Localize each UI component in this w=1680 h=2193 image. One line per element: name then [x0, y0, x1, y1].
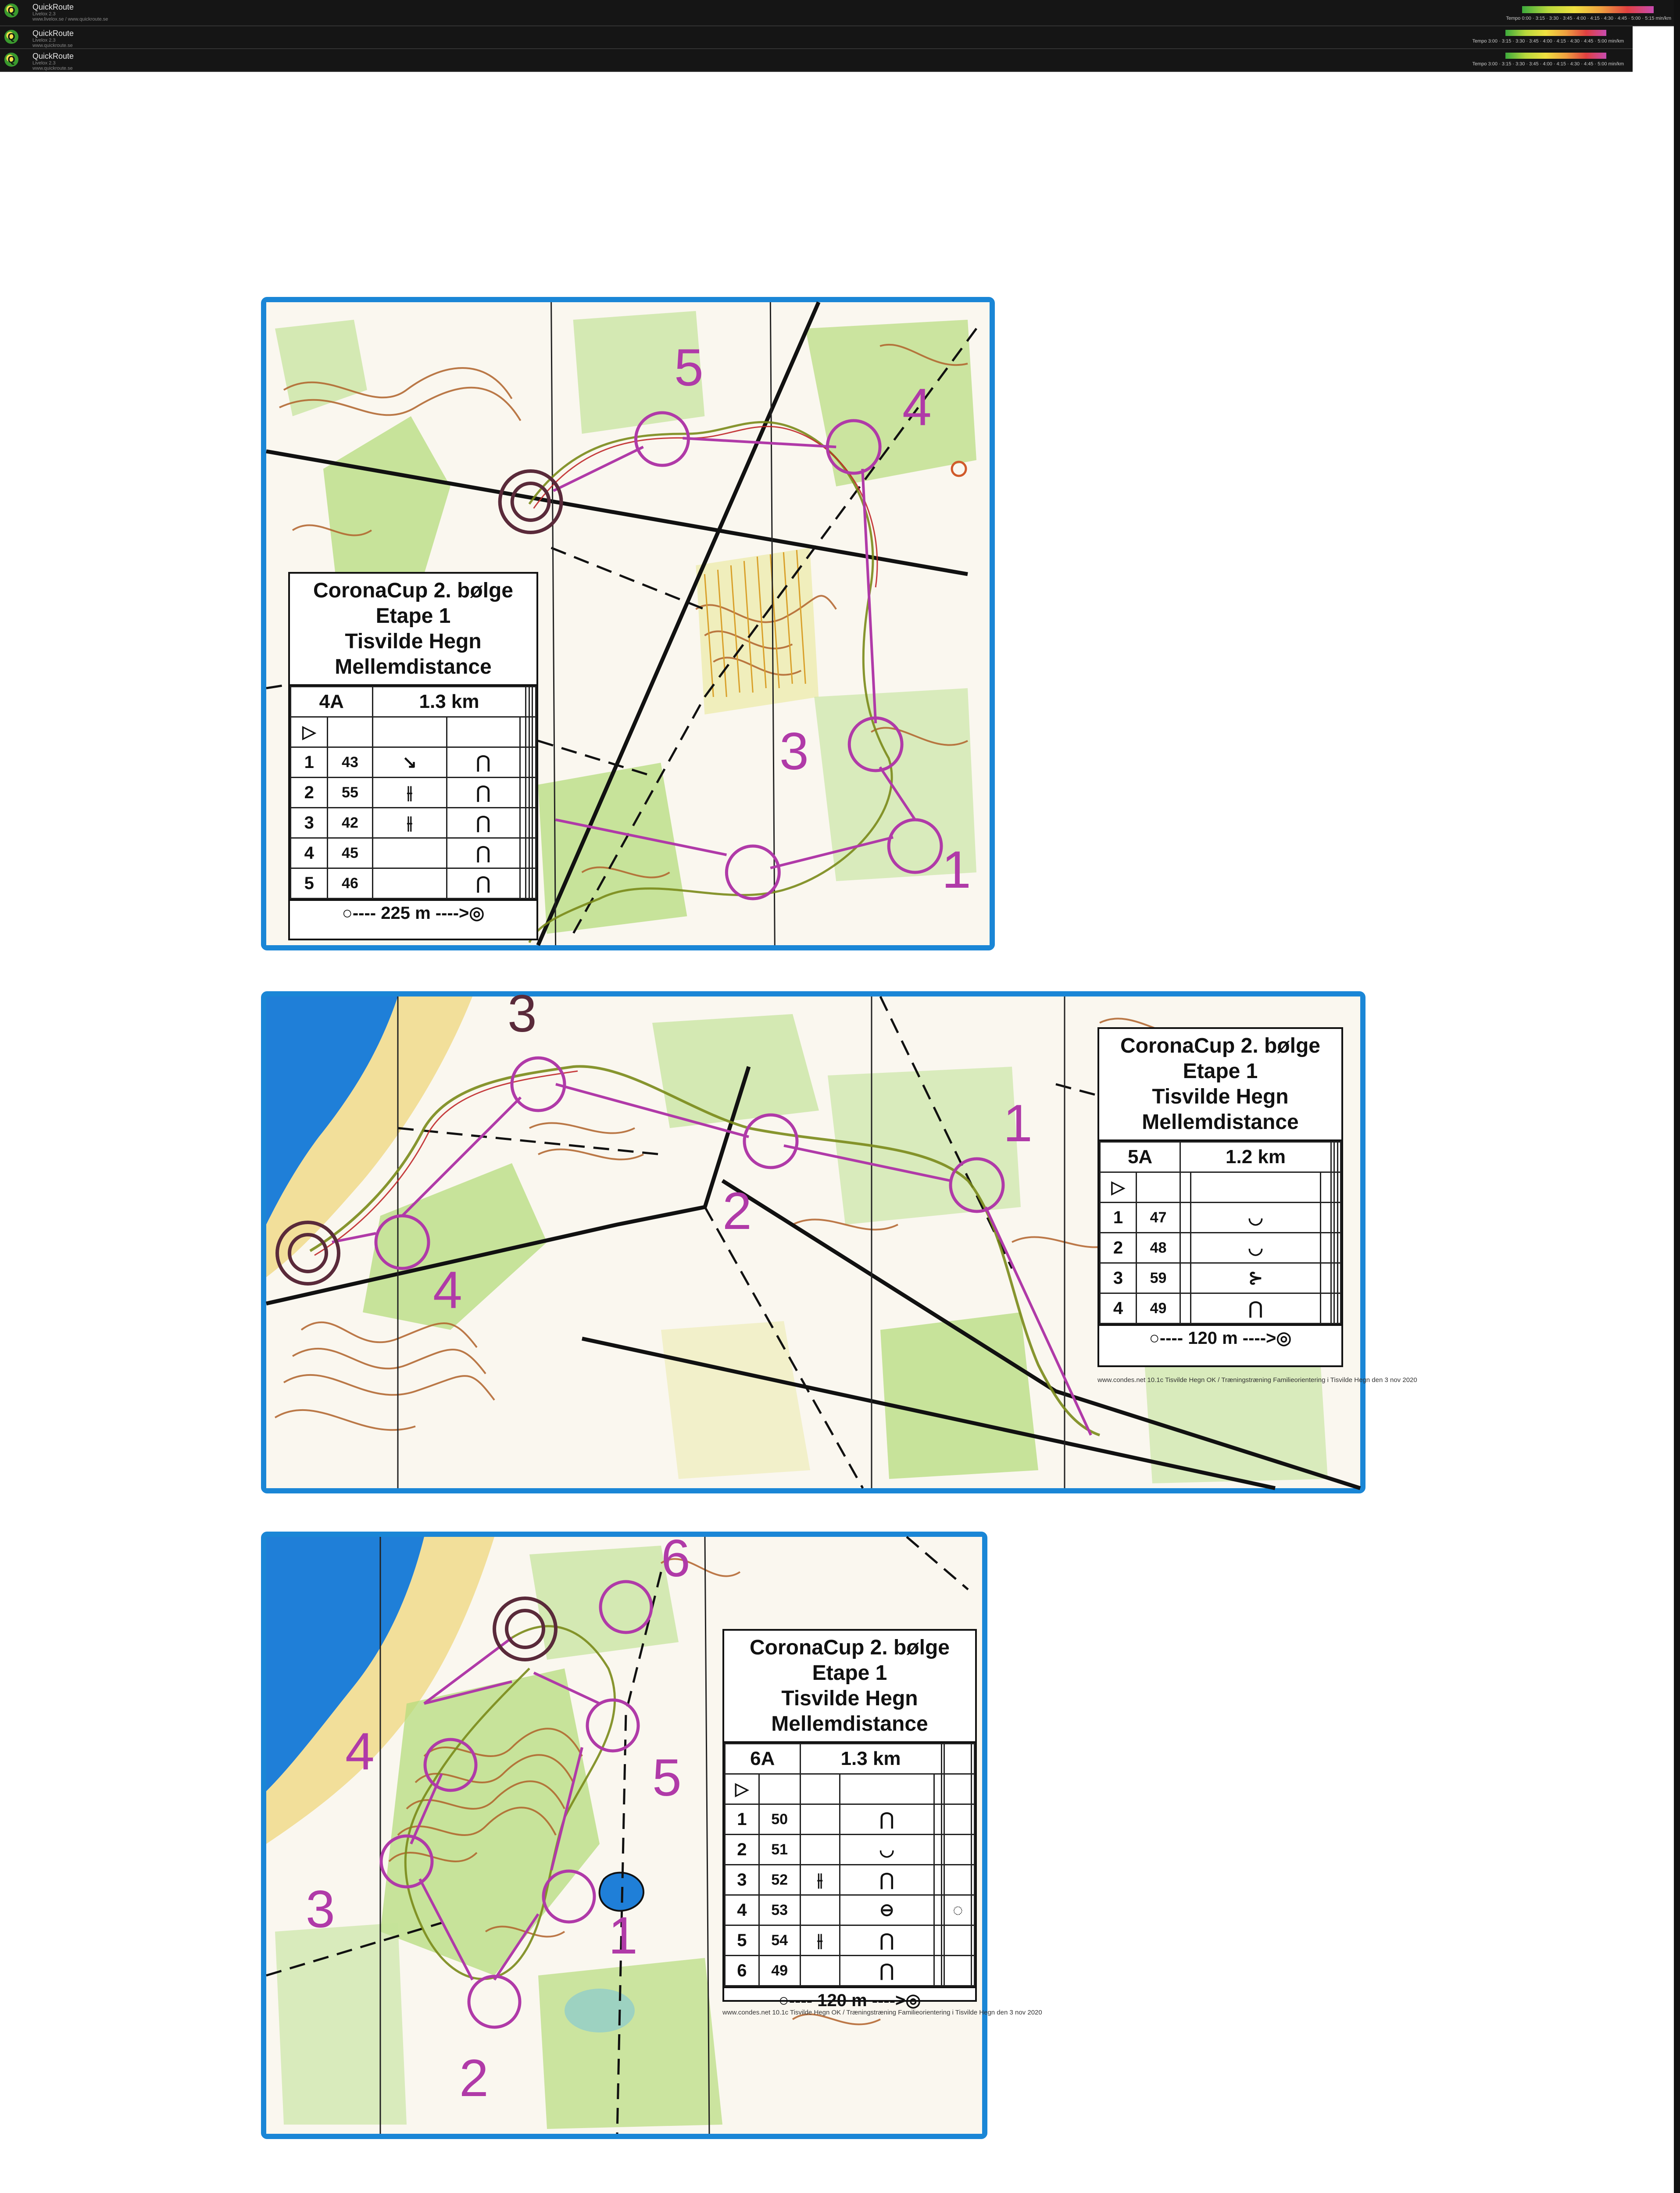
event-area: Tisvilde Hegn	[345, 630, 482, 653]
scan-edge	[1674, 0, 1680, 2193]
control-label-5: 5	[674, 338, 704, 397]
control-label-3: 3	[306, 1880, 335, 1939]
quickroute-logo-icon: Q	[4, 53, 18, 67]
event-stage: Etape 1	[812, 1661, 887, 1685]
control-label-1: 1	[942, 840, 971, 899]
event-stage: Etape 1	[375, 604, 451, 628]
quickroute-header-3	[0, 49, 1633, 72]
pace-color-scale	[1505, 53, 1606, 59]
table-row: 5 54 ⫲ ⋂	[725, 1925, 975, 1956]
app-version: Livelox 2.3	[32, 38, 56, 43]
control-label-1: 1	[1003, 1094, 1033, 1153]
control-label-2: 2	[459, 2049, 489, 2107]
pace-scale-labels: Tempo 0:00 · 3:15 · 3:30 · 3:45 · 4:00 · 4:15 · 4:30 · 4:45 · 5:00 · 5:15 min/km	[1506, 16, 1671, 21]
control-description-table	[290, 686, 536, 899]
control-description-table	[724, 1743, 975, 1986]
pace-scale-labels: Tempo 3:00 · 3:15 · 3:30 · 3:45 · 4:00 · 4:15 · 4:30 · 4:45 · 5:00 min/km	[1472, 39, 1624, 44]
start-triangle-icon: ▷	[725, 1774, 759, 1804]
course-length: 1.3 km	[372, 687, 526, 717]
app-url: www.livelox.se / www.quickroute.se	[32, 17, 108, 22]
control-label-2: 2	[722, 1182, 752, 1240]
control-label-4: 4	[345, 1722, 375, 1781]
course-legend	[1097, 1027, 1343, 1367]
orienteering-map-5a	[261, 984, 1417, 1493]
control-label-4: 4	[902, 378, 932, 436]
event-name: CoronaCup 2. bølge	[313, 579, 513, 602]
event-area: Tisvilde Hegn	[781, 1687, 918, 1710]
app-title: QuickRoute	[32, 3, 74, 11]
app-url: www.quickroute.se	[32, 66, 73, 71]
table-row: 3 52 ⫲ ⋂	[725, 1865, 975, 1895]
course-legend	[288, 572, 538, 940]
course-name: 5A	[1100, 1142, 1180, 1172]
course-name: 6A	[725, 1744, 801, 1774]
event-title	[290, 574, 536, 686]
course-name: 4A	[291, 687, 373, 717]
event-discipline: Mellemdistance	[771, 1712, 928, 1736]
course-length: 1.2 km	[1180, 1142, 1331, 1172]
map-credit: www.condes.net 10.1c Tisvilde Hegn OK / Træningstræning Familieorientering i Tisvilde Hegn den 3 nov 2020	[722, 2009, 1042, 2016]
orienteering-map-4a	[261, 297, 995, 950]
event-title	[724, 1631, 975, 1743]
event-discipline: Mellemdistance	[335, 655, 492, 679]
pace-color-scale	[1522, 6, 1654, 13]
pace-scale-labels: Tempo 3:00 · 3:15 · 3:30 · 3:45 · 4:00 · 4:15 · 4:30 · 4:45 · 5:00 min/km	[1472, 61, 1624, 67]
control-description-table	[1099, 1141, 1341, 1324]
table-row: 4 53 ⊖ ◌	[725, 1895, 975, 1925]
event-discipline: Mellemdistance	[1142, 1111, 1299, 1134]
finish-distance: ○---- 120 m ---->◎	[724, 1986, 975, 2013]
table-row: 3 42 ⫲ ⋂	[291, 808, 536, 838]
app-title: QuickRoute	[32, 52, 74, 61]
quickroute-header-1	[0, 0, 1680, 26]
control-label-3: 3	[779, 722, 809, 781]
quickroute-logo-icon: Q	[4, 4, 18, 18]
event-name: CoronaCup 2. bølge	[750, 1636, 950, 1659]
course-legend	[722, 1629, 977, 2010]
control-label-1: 1	[608, 1906, 638, 1965]
app-url: www.quickroute.se	[32, 43, 73, 48]
table-row: 6 49 ⋂	[725, 1956, 975, 1986]
table-row: 3 59 ⊱	[1100, 1263, 1341, 1293]
quickroute-logo-icon: Q	[4, 30, 18, 44]
table-row: 2 55 ⫲ ⋂	[291, 778, 536, 808]
control-label-5: 5	[652, 1748, 682, 1807]
control-label-3: 3	[508, 984, 537, 1043]
event-area: Tisvilde Hegn	[1152, 1085, 1289, 1108]
start-triangle-icon: ▷	[291, 717, 328, 747]
finish-distance: ○---- 225 m ---->◎	[290, 899, 536, 925]
table-row: 1 50 ⋂	[725, 1804, 975, 1835]
app-title: QuickRoute	[32, 29, 74, 38]
pace-color-scale	[1505, 30, 1606, 36]
finish-distance: ○---- 120 m ---->◎	[1099, 1324, 1341, 1350]
table-row: 5 46 ⋂	[291, 868, 536, 899]
table-row: 2 48 ◡	[1100, 1233, 1341, 1263]
event-title	[1099, 1029, 1341, 1141]
map-credit: www.condes.net 10.1c Tisvilde Hegn OK / Træningstræning Familieorientering i Tisvilde Hegn den 3 nov 2020	[1097, 1376, 1417, 1384]
table-row: 4 49 ⋂	[1100, 1293, 1341, 1324]
table-row: 4 45 ⋂	[291, 838, 536, 868]
event-stage: Etape 1	[1183, 1060, 1258, 1083]
quickroute-header-2	[0, 26, 1633, 49]
table-row: 1 43 ↘ ⋂	[291, 747, 536, 778]
start-triangle-icon: ▷	[1100, 1172, 1137, 1203]
control-label-4: 4	[433, 1261, 462, 1319]
control-label-6: 6	[661, 1529, 690, 1588]
table-row: 1 47 ◡	[1100, 1203, 1341, 1233]
event-name: CoronaCup 2. bølge	[1120, 1034, 1320, 1057]
table-row: 2 51 ◡	[725, 1835, 975, 1865]
orienteering-map-6a	[261, 1529, 1042, 2139]
app-version: Livelox 2.3	[32, 61, 56, 66]
app-version: Livelox 2.3	[32, 11, 56, 17]
course-length: 1.3 km	[800, 1744, 941, 1774]
